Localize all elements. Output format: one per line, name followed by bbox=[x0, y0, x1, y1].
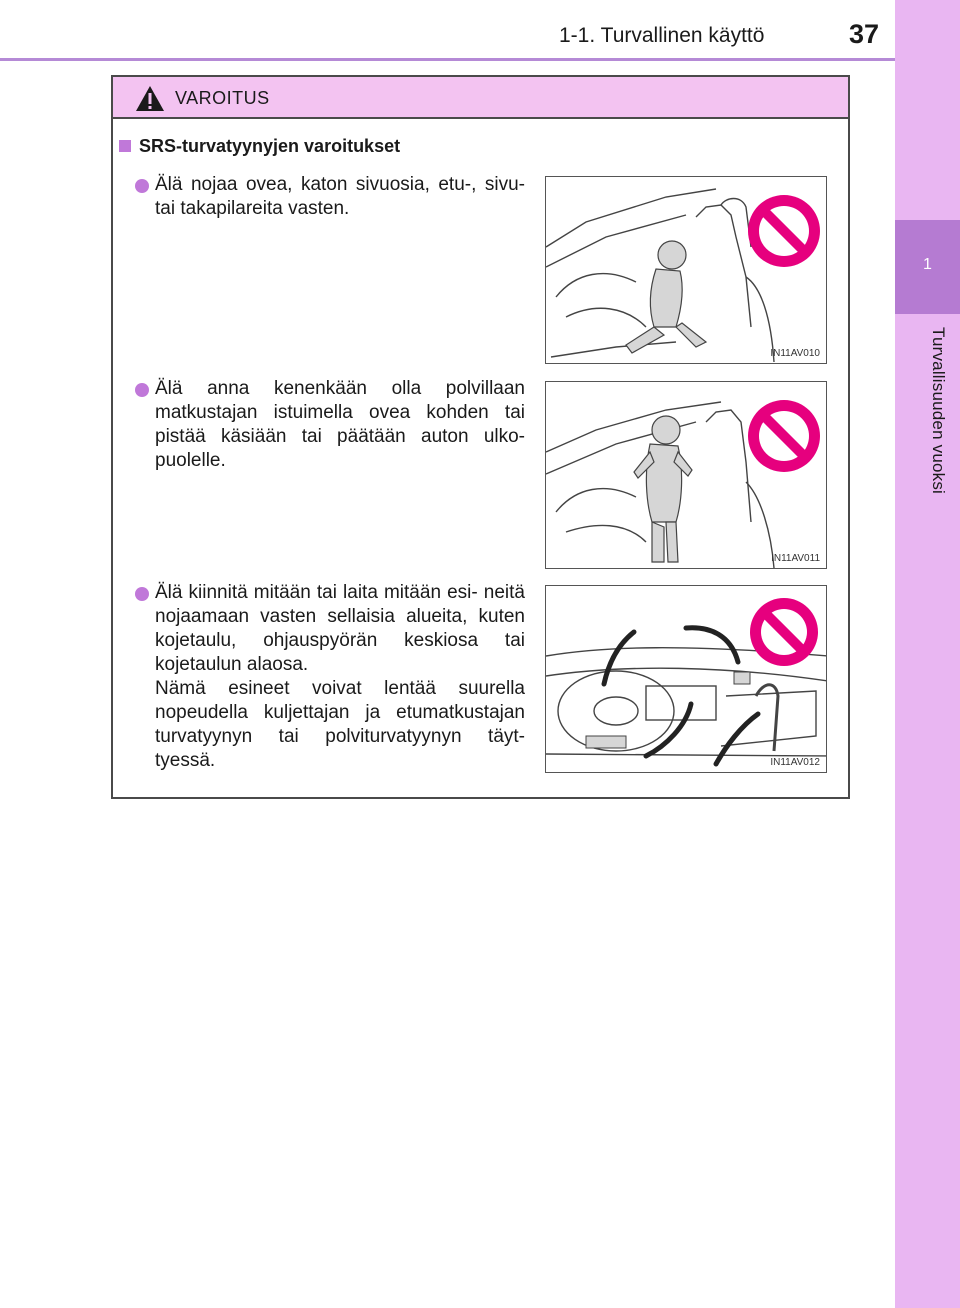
dashboard-with-arrows-illustration bbox=[546, 586, 827, 773]
circle-bullet-icon bbox=[135, 383, 149, 397]
warning-header bbox=[113, 77, 848, 119]
header-divider bbox=[0, 58, 895, 61]
circle-bullet-icon bbox=[135, 179, 149, 193]
chapter-side-tab bbox=[895, 0, 960, 1308]
warning-item-1 bbox=[135, 173, 525, 221]
square-bullet-icon bbox=[119, 140, 131, 152]
warning-triangle-icon bbox=[135, 85, 165, 112]
warning-box bbox=[111, 75, 850, 799]
warning-title: VAROITUS bbox=[175, 88, 270, 108]
subsection-title: SRS-turvatyynyjen varoitukset bbox=[139, 136, 401, 156]
chapter-title: Turvallisuuden vuoksi bbox=[929, 327, 948, 495]
car-interior-seated-person-illustration bbox=[546, 177, 827, 364]
warning-item-2 bbox=[135, 377, 525, 473]
illustration-code: IN11AV012 bbox=[770, 757, 820, 768]
section-title: 1-1. Turvallinen käyttö bbox=[559, 24, 765, 47]
circle-bullet-icon bbox=[135, 587, 149, 601]
illustration-kneeling-passenger bbox=[545, 381, 827, 569]
warning-item-text: Älä nojaa ovea, katon sivuosia, etu-, sivu- tai takapilareita vasten. bbox=[155, 174, 525, 219]
illustration-code: IN11AV011 bbox=[771, 553, 820, 564]
warning-item-text-2: Nämä esineet voivat lentää suurella nopeudella kuljettajan ja etumatkustajan turvatyynyn tai polviturvatyynyn täyt- tyessä. bbox=[155, 678, 525, 771]
subsection-heading bbox=[119, 136, 400, 157]
car-interior-kneeling-person-illustration bbox=[546, 382, 827, 569]
illustration-dashboard-objects bbox=[545, 585, 827, 773]
warning-item-text: Älä anna kenenkään olla polvillaan matkustajan istuimella ovea kohden tai pistää käsiään tai päätään auton ulko- puolelle. bbox=[155, 378, 525, 471]
illustration-lean-on-door bbox=[545, 176, 827, 364]
chapter-number: 1 bbox=[923, 256, 932, 273]
warning-item-text: Älä kiinnitä mitään tai laita mitään esi- neitä nojaamaan vasten sellaisia alueita, kuten kojetaulu, ohjauspyörän keskiosa tai kojetaulun alaosa. bbox=[155, 582, 525, 675]
page-number: 37 bbox=[849, 19, 880, 49]
illustration-code: IN11AV010 bbox=[770, 348, 820, 359]
warning-item-3 bbox=[135, 581, 525, 773]
chapter-number-block bbox=[895, 220, 960, 314]
